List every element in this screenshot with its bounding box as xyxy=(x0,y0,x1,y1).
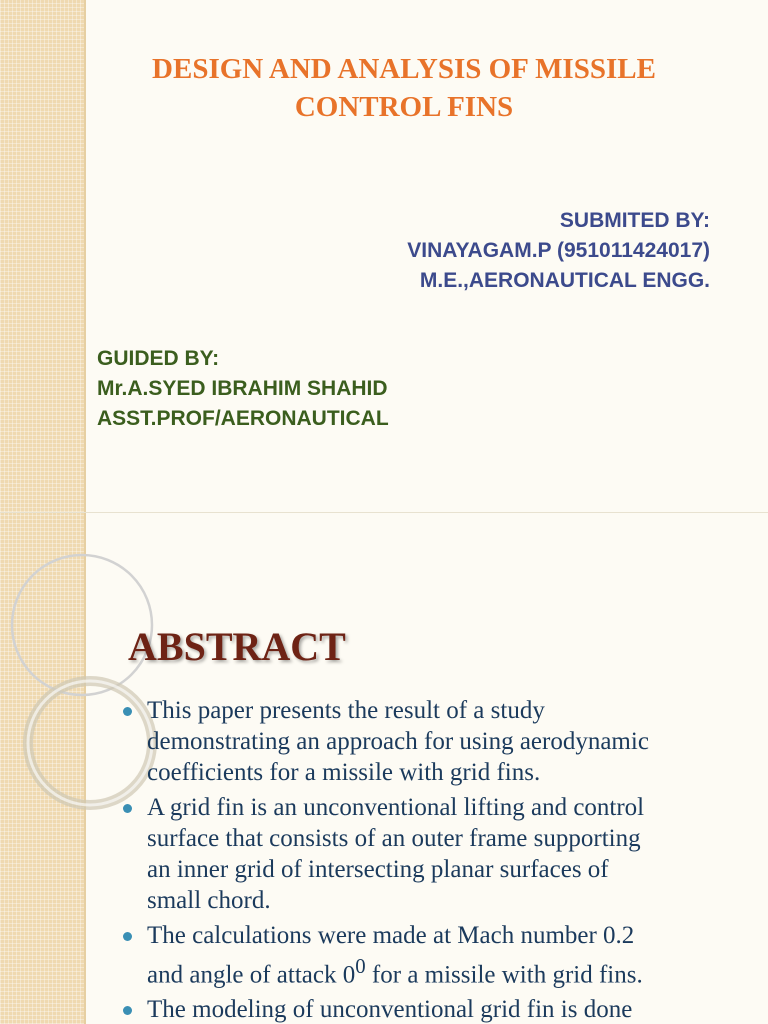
submitted-by-block xyxy=(407,206,710,296)
bullet-text: and angle of attack 0 xyxy=(147,961,356,989)
list-item xyxy=(120,695,740,788)
student-name: VINAYAGAM.P (951011424017) xyxy=(407,239,710,262)
bullet-text: demonstrating an approach for using aerodynamic xyxy=(147,728,649,755)
bullet-icon xyxy=(123,804,132,813)
bullet-text: This paper presents the result of a study xyxy=(147,697,545,724)
bullet-text: The modeling of unconventional grid fin is done xyxy=(147,996,633,1024)
slide-title xyxy=(84,50,724,126)
abstract-bullet-list xyxy=(120,695,740,1024)
list-item xyxy=(120,920,740,990)
guide-name: Mr.A.SYED IBRAHIM SHAHID xyxy=(97,377,388,400)
student-course: M.E.,AERONAUTICAL ENGG. xyxy=(419,269,710,292)
abstract-heading: ABSTRACT xyxy=(128,624,346,669)
bullet-text: surface that consists of an outer frame supporting xyxy=(147,825,641,852)
list-item xyxy=(120,792,740,916)
bullet-text: small chord. xyxy=(147,887,271,914)
title-line-2: CONTROL FINS xyxy=(294,91,514,123)
list-item xyxy=(120,994,740,1024)
bullet-icon xyxy=(123,1006,132,1015)
guided-label: GUIDED BY: xyxy=(97,347,220,370)
bullet-icon xyxy=(123,932,132,941)
submitted-label: SUBMITED BY: xyxy=(559,209,710,232)
bullet-text: for a missile with grid fins. xyxy=(365,961,643,989)
decorative-sidebar xyxy=(0,0,84,512)
bullet-text: an inner grid of intersecting planar surfaces of xyxy=(147,856,609,883)
degree-superscript: 0 xyxy=(355,954,366,978)
bullet-text: The calculations were made at Mach number 0.2 xyxy=(147,922,635,949)
bullet-icon xyxy=(123,707,132,716)
guide-designation: ASST.PROF/AERONAUTICAL xyxy=(97,407,389,430)
bullet-text: coefficients for a missile with grid fins. xyxy=(147,759,541,786)
guided-by-block xyxy=(97,344,389,434)
bullet-text: A grid fin is an unconventional lifting and control xyxy=(147,794,645,821)
abstract-slide xyxy=(0,512,768,1024)
title-line-1: DESIGN AND ANALYSIS OF MISSILE xyxy=(152,53,656,85)
bullet-text-with-superscript xyxy=(147,951,740,990)
